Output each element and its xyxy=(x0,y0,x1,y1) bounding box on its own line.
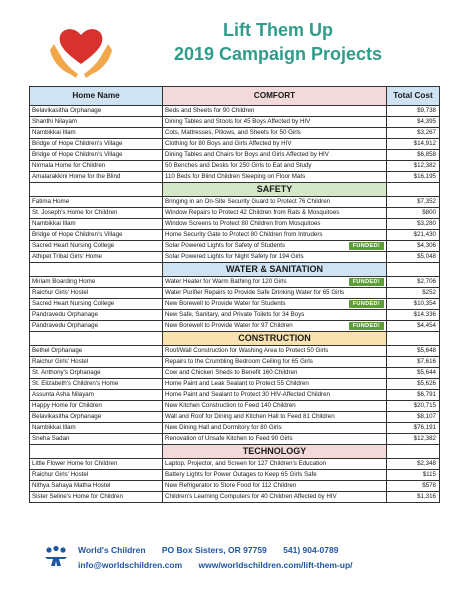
funded-badge: FUNDED! xyxy=(349,300,384,308)
home-name-cell: Belavikasitha Orphanage xyxy=(30,106,163,117)
project-text: 50 Benches and Desks for 250 Girls to Eat and Study xyxy=(165,162,312,169)
home-name-cell: Sacred Heart Nursing College xyxy=(30,299,163,310)
home-name-cell: Shanthi Nilayam xyxy=(30,117,163,128)
table-row xyxy=(30,252,440,263)
project-text: Home Paint and Leak Sealant to Protect 55 Children xyxy=(165,380,309,387)
project-text: Window Repairs to Protect 42 Children from Rats & Mosquitoes xyxy=(165,209,340,216)
home-name-cell: Bridge of Hope Children's Village xyxy=(30,150,163,161)
page-footer xyxy=(0,541,464,600)
home-name-cell: Sneha Sadan xyxy=(30,434,163,445)
project-text: Clothing for 80 Boys and Girls Affected by HIV xyxy=(165,140,292,147)
section-spacer xyxy=(30,183,163,197)
heart-icon xyxy=(60,29,103,64)
project-text: New Dining Hall and Dormitory for 80 Girls xyxy=(165,424,282,431)
total-cost-cell: $16,195 xyxy=(387,172,440,183)
project-cell xyxy=(163,150,387,161)
home-name-cell: Pandravedu Orphanage xyxy=(30,321,163,332)
project-text: Home Paint and Sealant to Protect 30 HIV-Affected Children xyxy=(165,391,330,398)
table-row xyxy=(30,492,440,503)
home-name-cell: St. Anthony's Orphanage xyxy=(30,368,163,379)
home-name-cell: Raichur Girls' Hostel xyxy=(30,357,163,368)
project-cell xyxy=(163,128,387,139)
section-header-row xyxy=(30,445,440,459)
section-title: CONSTRUCTION xyxy=(163,332,387,346)
project-cell xyxy=(163,288,387,299)
table-row xyxy=(30,106,440,117)
funded-badge: FUNDED! xyxy=(349,242,384,250)
home-name-cell: Sister Seline's Home for Children xyxy=(30,492,163,503)
project-cell xyxy=(163,321,387,332)
project-cell xyxy=(163,252,387,263)
total-cost-cell: $4,395 xyxy=(387,117,440,128)
project-text: Roof/Wall Construction for Washing Area to Protect 50 Girls xyxy=(165,347,329,354)
project-cell xyxy=(163,230,387,241)
page-title xyxy=(128,18,428,66)
table-row xyxy=(30,299,440,310)
project-text: New Safe, Sanitary, and Private Toilets for 34 Boys xyxy=(165,311,305,318)
total-cost-cell: $5,048 xyxy=(387,252,440,263)
table-row xyxy=(30,219,440,230)
table-row xyxy=(30,434,440,445)
table-row xyxy=(30,128,440,139)
project-cell xyxy=(163,470,387,481)
project-text: Solar Powered Lights for Safety of Students xyxy=(165,242,286,249)
project-text: Children's Learning Computers for 40 Children Affected by HIV xyxy=(165,493,337,500)
project-text: Laptop, Projector, and Screen for 127 Children's Education xyxy=(165,460,327,467)
project-cell xyxy=(163,390,387,401)
home-name-cell: Raichur Girls' Hostel xyxy=(30,288,163,299)
table-row xyxy=(30,230,440,241)
total-cost-cell: $76,191 xyxy=(387,423,440,434)
home-name-cell: Nambikkai Illam xyxy=(30,219,163,230)
home-name-cell: Amalarakkini Home for the Blind xyxy=(30,172,163,183)
table-row xyxy=(30,139,440,150)
home-name-cell: Nithya Sahaya Matha Hostel xyxy=(30,481,163,492)
project-cell xyxy=(163,481,387,492)
total-cost-cell: $115 xyxy=(387,470,440,481)
project-text: New Borewell to Provide Water for Students xyxy=(165,300,286,307)
table-row xyxy=(30,423,440,434)
home-name-cell: Raichur Girls' Hostel xyxy=(30,470,163,481)
email-link[interactable]: info@worldschildren.com xyxy=(78,560,183,570)
table-row xyxy=(30,346,440,357)
section-spacer xyxy=(387,332,440,346)
home-name-cell: Nambikkai Illam xyxy=(30,128,163,139)
table-row xyxy=(30,390,440,401)
home-name-cell: St. Elizabeth's Children's Home xyxy=(30,379,163,390)
home-name-cell: Miriam Boarding Home xyxy=(30,277,163,288)
table-row xyxy=(30,412,440,423)
table-row xyxy=(30,470,440,481)
total-cost-cell: $3,280 xyxy=(387,219,440,230)
project-text: Bringing in an On-Site Security Guard to Protect 76 Children xyxy=(165,198,331,205)
projects-table xyxy=(29,86,440,503)
project-cell xyxy=(163,412,387,423)
project-cell xyxy=(163,172,387,183)
project-cell xyxy=(163,401,387,412)
section-title: WATER & SANITATION xyxy=(163,263,387,277)
website-link[interactable]: www/worldschildren.com/lift-them-up/ xyxy=(198,560,353,570)
home-name-cell: Nambikkai Illam xyxy=(30,423,163,434)
total-cost-cell: $12,382 xyxy=(387,434,440,445)
project-text: Dining Tables and Chairs for Boys and Girls Affected by HIV xyxy=(165,151,329,158)
project-text: Home Security Gate to Protect 80 Children from Intruders xyxy=(165,231,323,238)
total-cost-cell: $7,352 xyxy=(387,197,440,208)
total-cost-cell: $5,648 xyxy=(387,346,440,357)
heart-hands-logo xyxy=(46,20,116,82)
project-cell xyxy=(163,277,387,288)
home-name-cell: Sacred Heart Nursing College xyxy=(30,241,163,252)
table-row xyxy=(30,368,440,379)
total-cost-cell: $6,858 xyxy=(387,150,440,161)
project-text: Water Purifier Repairs to Provide Safe Drinking Water for 65 Girls xyxy=(165,289,345,296)
project-cell xyxy=(163,434,387,445)
table-row xyxy=(30,117,440,128)
table-row xyxy=(30,277,440,288)
section-spacer xyxy=(30,332,163,346)
home-name-cell: Bethel Orphanage xyxy=(30,346,163,357)
project-text: Cow and Chicken Sheds to Benefit 160 Children xyxy=(165,369,298,376)
project-text: Renovation of Unsafe Kitchen to Feed 90 Girls xyxy=(165,435,293,442)
table-row xyxy=(30,459,440,470)
project-text: Dining Tables and Stools for 45 Boys Affected by HIV xyxy=(165,118,311,125)
section-title: SAFETY xyxy=(163,183,387,197)
project-text: 110 Beds for Blind Children Sleeping on Floor Mats xyxy=(165,173,306,180)
table-header-row xyxy=(30,87,440,106)
funded-badge: FUNDED! xyxy=(349,278,384,286)
table-row xyxy=(30,288,440,299)
project-text: New Refrigerator to Store Food for 112 Children xyxy=(165,482,297,489)
total-cost-cell: $3,267 xyxy=(387,128,440,139)
section-header-row xyxy=(30,183,440,197)
total-cost-cell: $2,348 xyxy=(387,459,440,470)
home-name-cell: Bridge of Hope Children's Village xyxy=(30,230,163,241)
project-cell xyxy=(163,197,387,208)
worlds-children-logo xyxy=(44,545,68,567)
home-name-header: Home Name xyxy=(30,87,163,106)
project-cell xyxy=(163,208,387,219)
total-cost-cell: $21,430 xyxy=(387,230,440,241)
section-header-row xyxy=(30,332,440,346)
section-title: TECHNOLOGY xyxy=(163,445,387,459)
section-spacer xyxy=(387,263,440,277)
project-cell xyxy=(163,346,387,357)
total-cost-cell: $4,454 xyxy=(387,321,440,332)
phone: 541) 904-0789 xyxy=(283,545,339,555)
page-header xyxy=(0,0,464,92)
project-cell xyxy=(163,117,387,128)
table-row xyxy=(30,150,440,161)
project-text: Battery Lights for Power Outages to Keep 65 Girls Safe xyxy=(165,471,317,478)
table-row xyxy=(30,401,440,412)
project-cell xyxy=(163,299,387,310)
table-row xyxy=(30,310,440,321)
project-text: Repairs to the Crumbling Bedroom Ceiling for 65 Girls xyxy=(165,358,313,365)
project-cell xyxy=(163,357,387,368)
project-text: Cots, Mattresses, Pillows, and Sheets for 50 Girls xyxy=(165,129,301,136)
table-body xyxy=(30,106,440,503)
project-text: New Borewell to Provide Water for 97 Children xyxy=(165,322,293,329)
home-name-cell: Athipet Tribal Girls' Home xyxy=(30,252,163,263)
section-spacer xyxy=(30,445,163,459)
project-cell xyxy=(163,161,387,172)
org-name: World's Children xyxy=(78,545,146,555)
total-cost-cell: $5,626 xyxy=(387,379,440,390)
table-row xyxy=(30,321,440,332)
address: PO Box Sisters, OR 97759 xyxy=(161,545,267,555)
home-name-cell: Nirmala Home for Children xyxy=(30,161,163,172)
project-cell xyxy=(163,106,387,117)
section-spacer xyxy=(387,445,440,459)
table-row xyxy=(30,357,440,368)
table-row xyxy=(30,161,440,172)
total-cost-cell: $2,706 xyxy=(387,277,440,288)
table-row xyxy=(30,208,440,219)
project-cell xyxy=(163,423,387,434)
project-text: Wall and Roof for Dining and Kitchen Hall to Feed 81 Children xyxy=(165,413,335,420)
project-cell xyxy=(163,492,387,503)
title-line-1: Lift Them Up xyxy=(223,20,333,40)
total-cost-cell: $14,912 xyxy=(387,139,440,150)
table-row xyxy=(30,172,440,183)
table-row xyxy=(30,197,440,208)
home-name-cell: Pandravedu Orphanage xyxy=(30,310,163,321)
project-text: Water Heater for Warm Bathing for 120 Girls xyxy=(165,278,287,285)
total-cost-cell: $9,738 xyxy=(387,106,440,117)
total-cost-cell: $12,382 xyxy=(387,161,440,172)
project-text: Beds and Sheets for 90 Children xyxy=(165,107,255,114)
total-cost-cell: $5,644 xyxy=(387,368,440,379)
table-row xyxy=(30,379,440,390)
total-cost-cell: $252 xyxy=(387,288,440,299)
project-text: Window Screens to Protect 80 Children from Mosquitoes xyxy=(165,220,321,227)
total-cost-cell: $20,715 xyxy=(387,401,440,412)
funded-badge: FUNDED! xyxy=(349,322,384,330)
section-header-row xyxy=(30,263,440,277)
project-cell xyxy=(163,368,387,379)
project-text: Solar Powered Lights for Night Safety for 194 Girls xyxy=(165,253,304,260)
total-cost-cell: $4,306 xyxy=(387,241,440,252)
total-cost-cell: $10,354 xyxy=(387,299,440,310)
project-cell xyxy=(163,459,387,470)
home-name-cell: Happy Home for Children xyxy=(30,401,163,412)
section-spacer xyxy=(387,183,440,197)
total-cost-header: Total Cost xyxy=(387,87,440,106)
total-cost-cell: $7,616 xyxy=(387,357,440,368)
project-cell xyxy=(163,219,387,230)
footer-line-2 xyxy=(78,560,367,570)
project-text: New Kitchen Construction to Feed 140 Children xyxy=(165,402,296,409)
home-name-cell: Fatima Home xyxy=(30,197,163,208)
home-name-cell: St. Joseph's Home for Children xyxy=(30,208,163,219)
title-line-2: 2019 Campaign Projects xyxy=(173,44,383,64)
comfort-header: COMFORT xyxy=(163,87,387,106)
project-cell xyxy=(163,379,387,390)
project-cell xyxy=(163,139,387,150)
table-row xyxy=(30,241,440,252)
total-cost-cell: $800 xyxy=(387,208,440,219)
total-cost-cell: $1,316 xyxy=(387,492,440,503)
footer-line-1 xyxy=(78,545,352,555)
home-name-cell: Little Flower Home for Children xyxy=(30,459,163,470)
home-name-cell: Bridge of Hope Children's Village xyxy=(30,139,163,150)
table-row xyxy=(30,481,440,492)
total-cost-cell: $8,107 xyxy=(387,412,440,423)
total-cost-cell: $6,791 xyxy=(387,390,440,401)
total-cost-cell: $578 xyxy=(387,481,440,492)
section-spacer xyxy=(30,263,163,277)
home-name-cell: Belavikasitha Orphanage xyxy=(30,412,163,423)
project-cell xyxy=(163,310,387,321)
project-cell xyxy=(163,241,387,252)
home-name-cell: Assunta Asha Nilayam xyxy=(30,390,163,401)
total-cost-cell: $14,336 xyxy=(387,310,440,321)
